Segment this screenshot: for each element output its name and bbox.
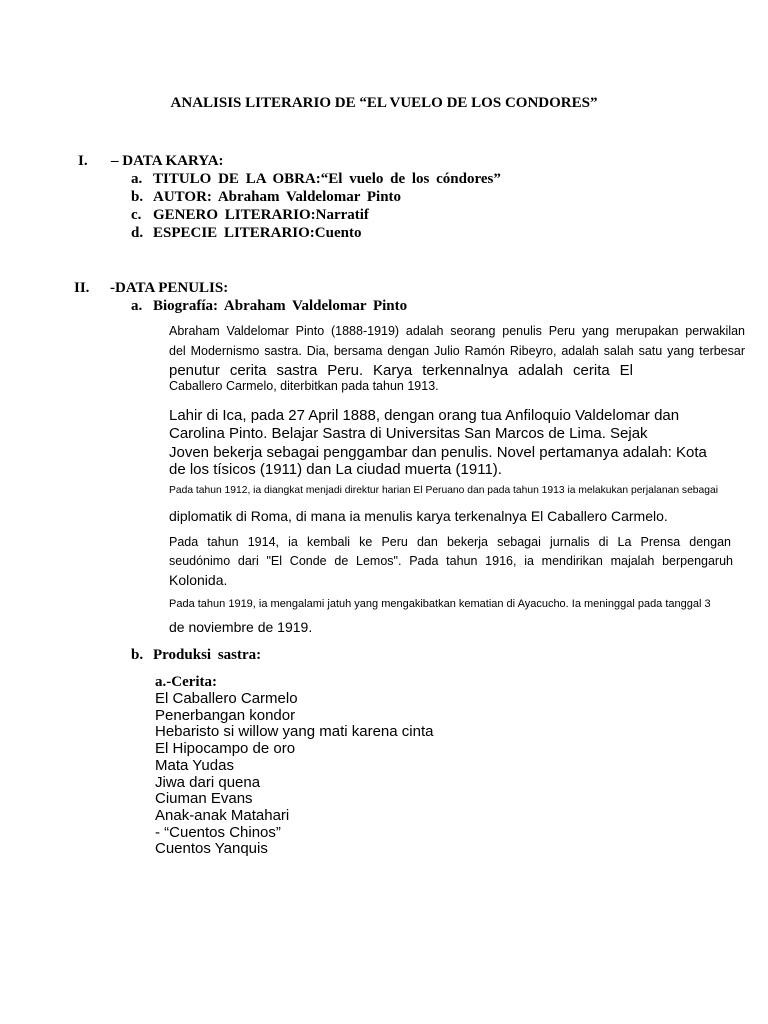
bio-line: diplomatik di Roma, di mana ia menulis karya terkenalnya El Caballero Carmelo. [169,508,668,524]
section-1-number: I. [78,153,88,169]
bio-line: del Modernismo sastra. Dia, bersama dengan Julio Ramón Ribeyro, adalah salah satu yang terbesar [169,344,745,358]
bio-line: Carolina Pinto. Belajar Sastra di Universitas San Marcos de Lima. Sejak [169,425,648,442]
list-item: El Hipocampo de oro [155,740,296,758]
bio-line: Caballero Carmelo, diterbitkan pada tahun 1913. [169,379,439,393]
item-letter: b. [131,189,144,205]
item-text: Biografía: Abraham Valdelomar Pinto [153,298,408,314]
bio-line: de los tísicos (1911) dan La ciudad muerta (1911). [169,461,502,478]
bio-line: seudónimo dari "El Conde de Lemos". Pada tahun 1916, ia mendirikan majalah berpengaruh [169,554,733,568]
bio-line: penutur cerita sastra Peru. Karya terkennalnya adalah cerita El [169,362,633,379]
item-letter: b. [131,647,144,663]
bio-line: de noviembre de 1919. [169,619,313,635]
karya-item-species [131,225,361,242]
production-heading [131,647,261,664]
item-text: TITULO DE LA OBRA:“El vuelo de los cóndores” [153,171,501,187]
item-text: GENERO LITERARIO:Narratif [153,207,369,223]
list-item: Mata Yudas [155,756,234,774]
item-text: ESPECIE LITERARIO:Cuento [153,225,362,241]
section-1-heading: – DATA KARYA: [111,153,224,169]
list-item: El Caballero Carmelo [155,690,298,707]
section-2-heading: -DATA PENULIS: [110,280,229,296]
bio-line: Lahir di Ica, pada 27 April 1888, dengan orang tua Anfiloquio Valdelomar dan [169,407,680,424]
list-item: Jiwa dari quena [155,773,261,791]
bio-line: Pada tahun 1919, ia mengalami jatuh yang mengakibatkan kematian di Ayacucho. Ia meninggal pada tanggal 3 [169,598,711,610]
list-item: Hebaristo si willow yang mati karena cinta [155,723,434,741]
bio-line: Abraham Valdelomar Pinto (1888-1919) adalah seorang penulis Peru yang merupakan perwakilan [169,324,745,338]
karya-item-genre [131,207,369,224]
item-letter: c. [131,207,142,223]
item-letter: a. [131,298,143,314]
bio-line: Kolonida. [169,572,228,588]
document-title: ANALISIS LITERARIO DE “EL VUELO DE LOS CONDORES” [170,95,598,111]
list-item: Anak-anak Matahari [155,806,290,824]
karya-item-author [131,189,401,206]
bio-line: Pada tahun 1912, ia diangkat menjadi direktur harian El Peruano dan pada tahun 1913 ia melakukan perjalanan sebagai [169,485,718,496]
section-2-number: II. [74,280,90,296]
bio-line: Pada tahun 1914, ia kembali ke Peru dan bekerja sebagai jurnalis di La Prensa dengan [169,535,731,549]
list-item: Cuentos Yanquis [155,840,268,858]
list-item: - “Cuentos Chinos” [155,823,281,841]
karya-item-title [131,171,501,188]
list-item: Penerbangan kondor [155,706,296,724]
item-text: AUTOR: Abraham Valdelomar Pinto [153,189,402,205]
item-letter: d. [131,225,144,241]
stories-heading: a.-Cerita: [155,674,218,690]
bio-line: Joven bekerja sebagai penggambar dan penulis. Novel pertamanya adalah: Kota [169,444,707,461]
item-letter: a. [131,171,143,187]
list-item: Ciuman Evans [155,790,253,808]
biography-heading [131,298,407,315]
stories-list [155,691,433,858]
item-text: Produksi sastra: [153,647,262,663]
